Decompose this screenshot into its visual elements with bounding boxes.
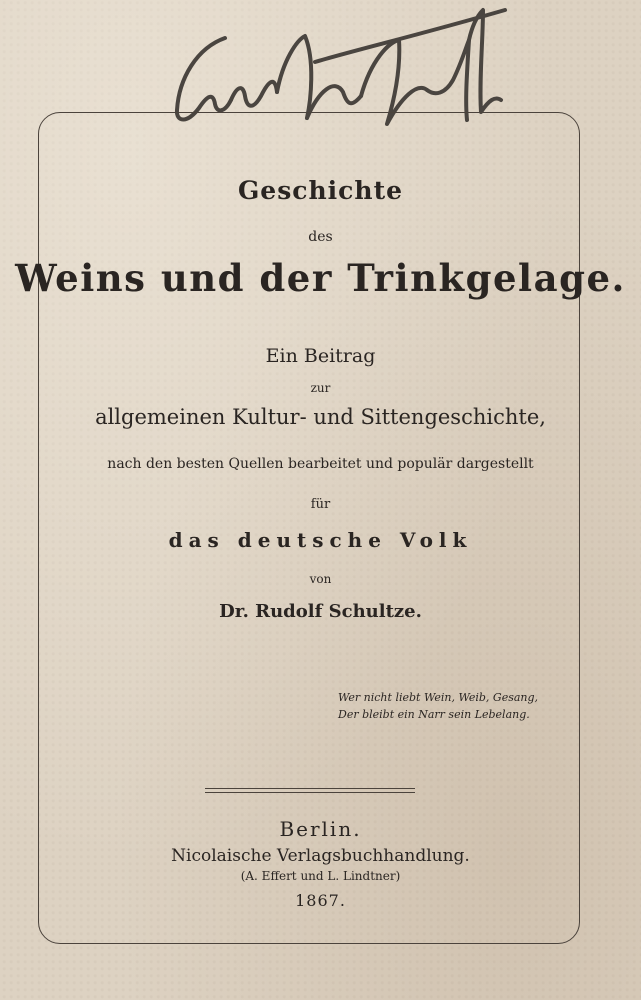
subtitle-line-3: allgemeinen Kultur- und Sittengeschichte, — [95, 405, 546, 429]
imprint-proprietors: (A. Effert und L. Lindtner) — [240, 869, 401, 883]
subtitle-line-2: zur — [310, 381, 331, 395]
subtitle-line-1: Ein Beitrag — [265, 345, 376, 367]
title-line-1: Geschichte — [237, 176, 404, 205]
main-title: Weins und der Trinkgelage. — [15, 256, 626, 300]
title-line-2: des — [308, 229, 333, 245]
divider-rule-top — [205, 788, 415, 789]
subtitle-line-4: nach den besten Quellen bearbeitet und populär dargestellt — [107, 456, 534, 472]
dedication-line-2: das deutsche Volk — [168, 528, 473, 552]
motto — [338, 689, 538, 723]
dedication-line-1: für — [310, 497, 331, 512]
motto-line-2: Der bleibt ein Narr sein Lebelang. — [338, 708, 530, 721]
by-line: von — [309, 572, 332, 586]
motto-line-1: Wer nicht liebt Wein, Weib, Gesang, — [338, 691, 539, 704]
author-name: Dr. Rudolf Schultze. — [219, 601, 422, 622]
imprint-publisher: Nicolaische Verlagsbuchhandlung. — [171, 846, 470, 866]
divider-rule-bottom — [205, 792, 415, 793]
imprint-year: 1867. — [295, 891, 346, 910]
imprint-city: Berlin. — [279, 817, 362, 841]
